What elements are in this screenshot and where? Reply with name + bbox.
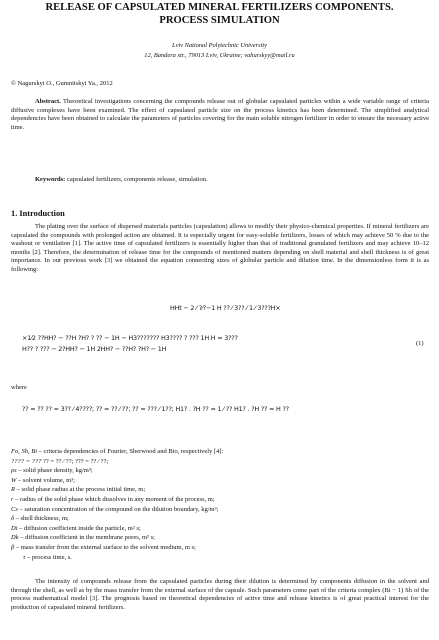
paper-title: RELEASE OF CAPSULATED MINERAL FERTILIZERS COMPONENTS. PROCESS SIMULATION bbox=[45, 2, 394, 26]
definition-item: Fo, Sh, Bi – criteria dependencies of Fourier, Sherwood and Bio, respectively [4]: bbox=[11, 448, 224, 455]
keywords-text: capsulated fertilizers, components release, simulation. bbox=[66, 176, 208, 183]
symbol-definitions bbox=[11, 447, 429, 562]
affiliation-address: 12, Bandera str., 79013 Lviv, Ukraine; vahurskyy@mail.ru bbox=[144, 51, 295, 59]
keywords bbox=[11, 176, 429, 185]
definition-item: β – mass transfer from the external surface to the solvent medium, m s; bbox=[11, 543, 196, 551]
equation-line-1: ΗΗt − 2 ⁄ ?⁄?−1 Η ?? ⁄ 3?? ⁄ 1 ⁄ 3???Η× bbox=[170, 304, 281, 312]
closing-paragraph: The intensity of compounds release from the capsulated particles during their dilution is determined by components diffusion in the solvent and through the shell, as well as by the mass transfer from the external surface of the capsule. Such parameters come part of the criteria complex (Bi − 1) Sh of the process mathematical model [3]. The prognosis based on theoretical dependencies of active time and release kinetics is of great practical interest for the production of capsulated mineral fertilizers. bbox=[11, 578, 429, 611]
definition-item: W – solvent volume, m³; bbox=[11, 476, 75, 484]
definition-item: r – radius of the solid phase which dissolves in any moment of the process, m; bbox=[11, 495, 215, 503]
where-label: where bbox=[11, 384, 27, 391]
equation-line-3: Η?? ? ??? − 2?ΗΗ? − 1Η 2ΗΗ? − ??Η? ?Η? − 1Η bbox=[22, 345, 167, 353]
affiliation bbox=[0, 41, 439, 60]
definition-item: R – solid phase radius at the process initial time, m; bbox=[11, 486, 146, 494]
definition-item: ρs – solid phase density, kg/m³; bbox=[11, 467, 93, 475]
definition-item: δ – shell thickness, m; bbox=[11, 515, 69, 523]
section-heading: 1. Introduction bbox=[11, 209, 65, 218]
definition-item: Cs – saturation concentration of the compound on the dilution boundary, kg/m³; bbox=[11, 505, 219, 513]
definition-item: Di – diffusion coefficient inside the particle, m² s; bbox=[11, 524, 141, 532]
keywords-label: Keywords: bbox=[35, 176, 66, 183]
definition-item: τ – process time, s. bbox=[23, 553, 72, 561]
abstract-label: Abstract. bbox=[35, 98, 61, 105]
affiliation-institution: Lviv National Polytechnic University bbox=[172, 42, 267, 49]
abstract-text: Theoretical investigations concerning the compounds release out of globular capsulated particles within a wide variable range of criteria diffusive complexes have been examined. The effect of capsulated particle size on the process kinetics has been determined. The simplified analytical dependencies have been obtained to calculate the parameters of particles covering for the main soluble nitrogen fertilizer in order to ensure the necessary active time. bbox=[11, 98, 429, 131]
equation-definitions: ?? = ?? ?? = 3?? ⁄ 4????; ?? = ?? ⁄ ??; ?? = ??? ⁄ 1??; Η1? . ?Η ?? = 1 ⁄ ?? Η1? . ?Η ?? = Η ?? bbox=[22, 405, 289, 413]
equation-line-2: ×1⁄2 ??ΗΗ? − ??Η ?Η? ? ?? − 1Η − Η3??????? Η3???? ? ??? 1Η Η = 3??? bbox=[22, 334, 238, 342]
abstract bbox=[11, 98, 429, 132]
copyright-line: © Nagurskyi O., Gumnitskyi Ya., 2012 bbox=[11, 80, 113, 87]
definition-item: Dk – diffusion coefficient in the membrane pores, m² s; bbox=[11, 534, 155, 542]
equation-number: (1) bbox=[416, 340, 424, 347]
intro-paragraph: The plating over the surface of dispersed materials particles (capsulation) allows to modify their physico-chemical properties. If mineral fertilizers are capsulated the compounds with prolonged action are obtained. It is especially urgent for easy-soluble fertilizers, losses of which may achieve 50 % due to the washout or ventilation [1]. The active time of capsulated fertilizers is essentially higher than that of traditional granulated fertilizers and may achieve 10–12 months [2]. Therefore, the determination of release time for the compounds of mentioned matters depending on shell material and shell thickness is of great importance. In our previous work [3] we obtained the equation connecting sizes of globular particle and dilution time. In the dimensionless form it is as following: bbox=[11, 223, 429, 273]
definition-item: ???? = ??? ?? = ?? ⁄ ??; ??? = ?? ⁄ ??; bbox=[11, 457, 109, 465]
